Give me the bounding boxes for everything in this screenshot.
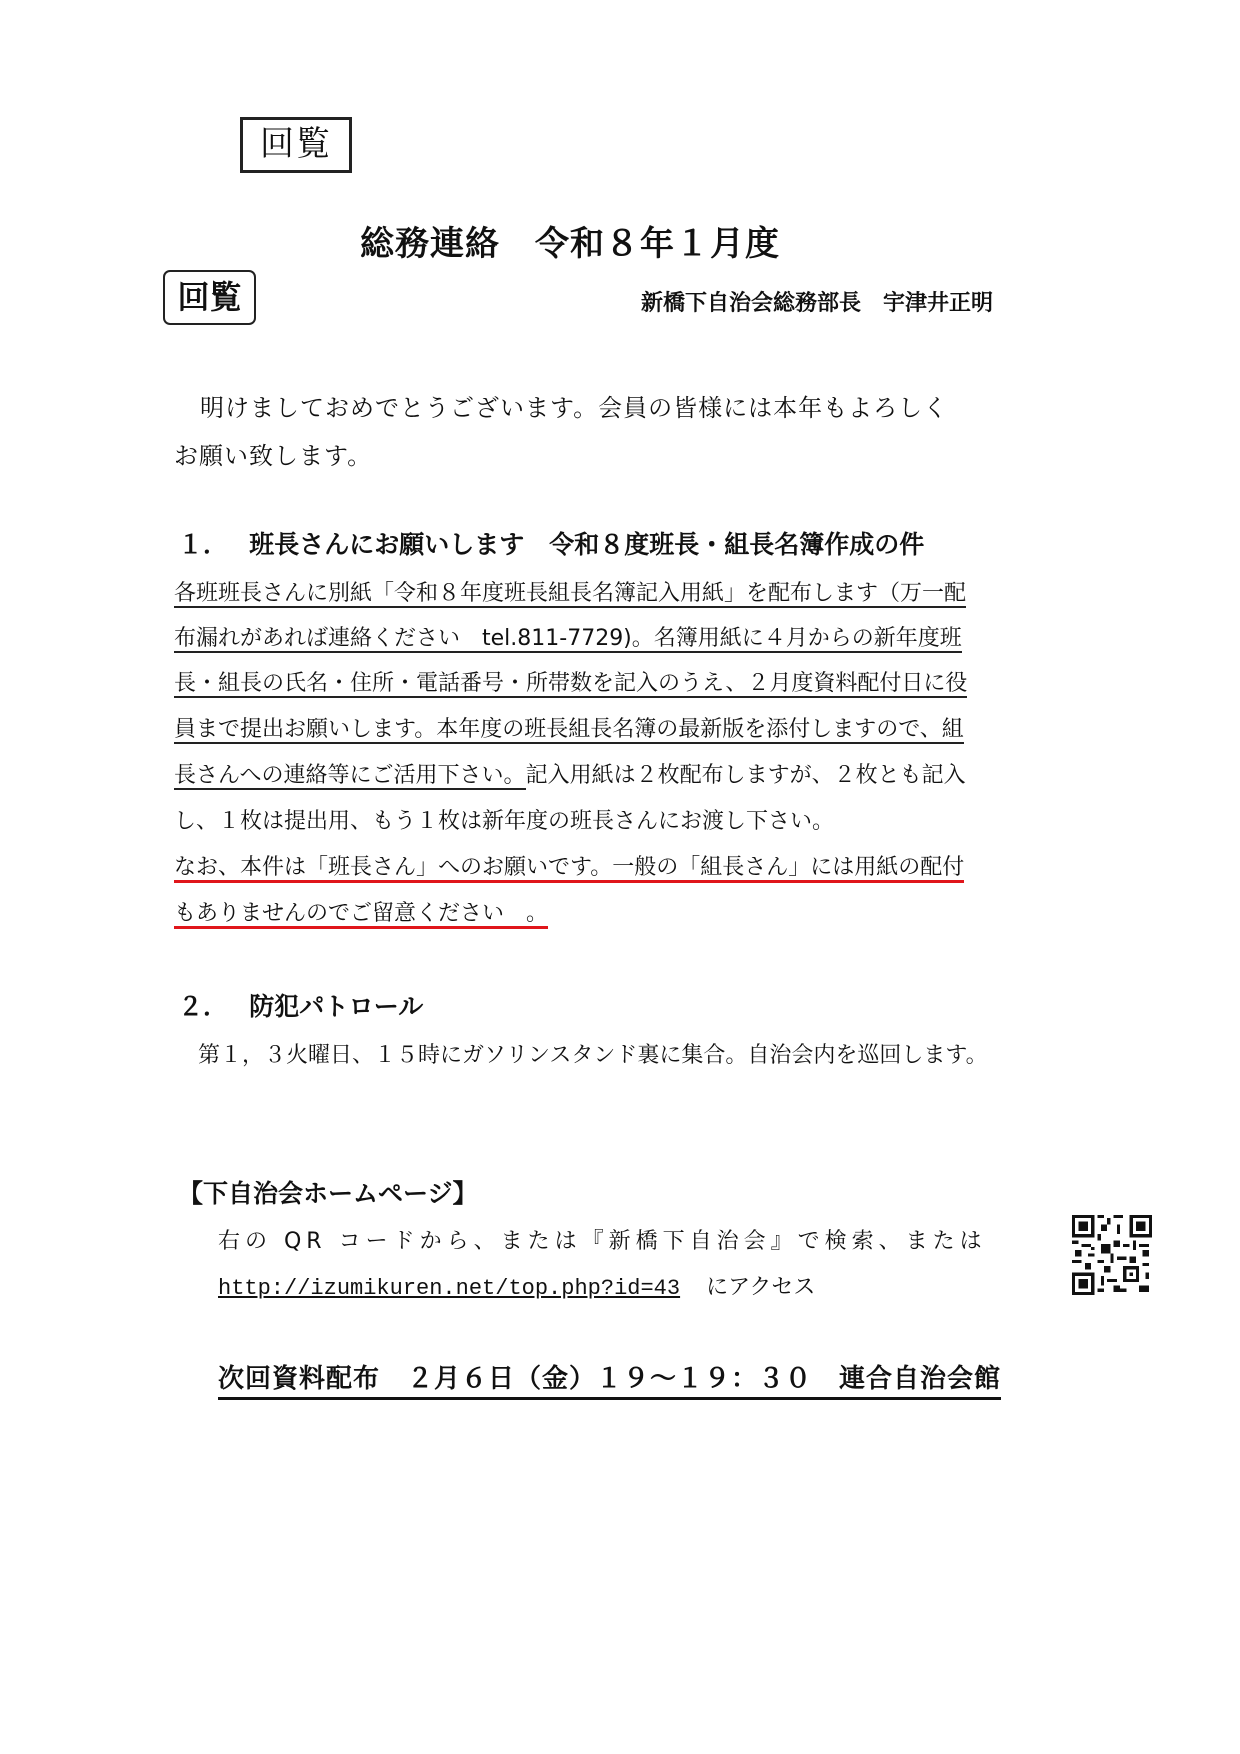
homepage-line-1: 右の QR コードから、または『新橋下自治会』で検索、または [218,1229,987,1254]
homepage-access-text: にアクセス [706,1275,816,1300]
section-1-heading: １． 班長さんにお願いします 令和８度班長・組長名簿作成の件 [178,530,925,559]
homepage-heading: 【下自治会ホームページ】 [178,1179,478,1208]
document-author: 新橋下自治会総務部長 宇津井正明 [641,291,994,316]
section-1-line-1 [174,576,966,607]
circulation-stamp-rounded: 回覧 [163,270,256,325]
section-1-notice-red-underline-1: なお、本件は「班長さん」へのお願いです。一般の「組長さん」には用紙の配付 [174,855,964,883]
section-1-line-6: し、１枚は提出用、もう１枚は新年度の班長さんにお渡し下さい。 [174,809,835,834]
section-2-heading: ２． 防犯パトロール [178,992,424,1021]
homepage-url-link[interactable]: http://izumikuren.net/top.php?id=43 [218,1276,681,1301]
section-1-line-1-text: 各班班長さんに別紙「令和８年度班長組長名簿記入用紙」を配布します（万一配 [174,581,967,606]
document-title: 総務連絡 令和８年１月度 [360,224,780,264]
section-1-line-4-text: 員まで提出お願いします。本年度の班長組長名簿の最新版を添付しますので、組 [174,717,964,742]
circulation-stamp: 回覧 [240,117,352,173]
homepage-line-2 [218,1270,815,1301]
section-1-line-5-underlined: 長さんへの連絡等にご活用下さい。 [174,763,526,788]
section-1-line-5-rest: 記入用紙は２枚配布しますが、２枚とも記入 [525,763,966,788]
section-1-line-3-text: 長・組長の氏名・住所・電話番号・所帯数を記入のうえ、２月度資料配付日に役 [174,671,968,696]
section-1-line-7 [174,850,964,881]
section-1-line-3 [174,666,967,697]
greeting-line-1: 明けましておめでとうございます。会員の皆様には本年もよろしく [200,394,949,422]
section-1-line-5 [174,758,966,789]
qr-code-icon [1072,1215,1152,1295]
section-1-line-4 [174,712,964,743]
next-distribution-notice: 次回資料配布 ２月６日（金）１９～１９：３０ 連合自治会館 [218,1358,1001,1400]
section-1-line-2 [174,621,962,652]
section-1-line-2-text: 布漏れがあれば連絡ください tel.811-7729)。名簿用紙に４月からの新年度班 [174,626,962,651]
section-2-line-1: 第１，３火曜日、１５時にガソリンスタンド裏に集合。自治会内を巡回します。 [198,1043,988,1068]
section-1-notice-red-underline-2: もありませんのでご留意ください 。 [174,901,548,929]
greeting-line-2: お願い致します。 [174,442,373,470]
section-1-line-8 [174,896,548,927]
